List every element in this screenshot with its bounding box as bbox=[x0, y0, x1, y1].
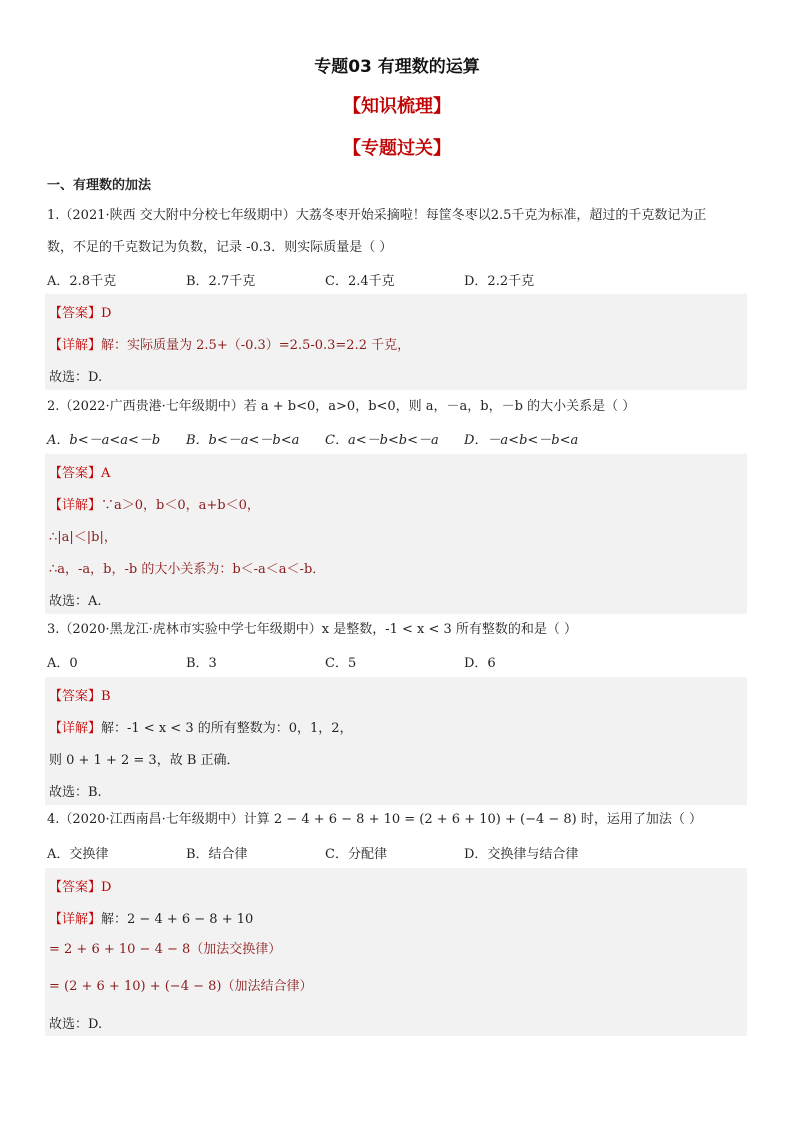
detail-text: ∵a＞0，b＜0，a+b＜0， bbox=[101, 498, 260, 513]
detail-line: 故选：D. bbox=[49, 1017, 103, 1032]
detail-tag: 【详解】 bbox=[49, 721, 102, 736]
detail-line: 故选：A. bbox=[49, 594, 102, 609]
detail-line: ∴|a|＜|b|， bbox=[49, 530, 117, 545]
answer-line bbox=[49, 462, 110, 481]
question-text-line: 数，不足的千克数记为负数，记录 -0.3．则实际质量是（ ） bbox=[47, 240, 393, 255]
options-1 bbox=[47, 270, 747, 294]
answer-line bbox=[49, 876, 111, 895]
section-heading: 一、有理数的加法 bbox=[47, 178, 152, 193]
option-c: C．5 bbox=[325, 656, 357, 671]
detail-tag: 【详解】 bbox=[49, 498, 102, 513]
answer-value: D bbox=[101, 306, 112, 321]
option-b: B．2.7千克 bbox=[186, 274, 256, 289]
answer-value: A bbox=[101, 466, 111, 481]
detail-text: 解：-1 < x < 3 的所有整数为：0，1，2， bbox=[101, 721, 353, 736]
question-text-line: 4.（2020·江西南昌·七年级期中）计算 2 − 4 + 6 − 8 + 10 = (2 + 6 + 10) + (−4 − 8) 时，运用了加法（ ） bbox=[47, 812, 702, 827]
detail-line: 则 0 + 1 + 2 = 3，故 B 正确． bbox=[49, 753, 240, 768]
answer-tag: 【答案】 bbox=[49, 880, 102, 895]
options-4 bbox=[47, 843, 747, 867]
answer-value: B bbox=[101, 689, 111, 704]
detail-tag: 【详解】 bbox=[49, 338, 102, 353]
option-d: D．6 bbox=[464, 656, 496, 671]
answer-block-3 bbox=[45, 677, 747, 805]
question-text-line: 2.（2022·广西贵港·七年级期中）若 a + b<0，a>0，b<0，则 a，－a，b，－b 的大小关系是（ ） bbox=[47, 399, 636, 414]
detail-line: 故选：B. bbox=[49, 785, 102, 800]
option-d: D．－a<b<－b<a bbox=[464, 433, 579, 448]
detail-line bbox=[49, 334, 410, 353]
options-2 bbox=[47, 429, 747, 453]
option-c: C．分配律 bbox=[325, 847, 387, 862]
question-2 bbox=[47, 391, 747, 423]
answer-block-2 bbox=[45, 454, 747, 614]
option-a: A．2.8千克 bbox=[47, 274, 117, 289]
option-a: A．0 bbox=[47, 656, 78, 671]
answer-line bbox=[49, 302, 111, 321]
detail-line bbox=[49, 717, 353, 736]
answer-line bbox=[49, 685, 111, 704]
question-text-line: 3.（2020·黑龙江·虎林市实验中学七年级期中）x 是整数，-1 < x < 3 所有整数的和是（ ） bbox=[47, 622, 578, 637]
option-c: C．a<－b<b<－a bbox=[325, 433, 439, 448]
answer-value: D bbox=[101, 880, 112, 895]
answer-block-1 bbox=[45, 294, 747, 390]
topic-heading: 【专题过关】 bbox=[343, 138, 451, 159]
option-a: A．b<－a<a<－b bbox=[47, 433, 161, 448]
detail-line: = (2 + 6 + 10) + (−4 − 8)（加法结合律） bbox=[49, 979, 313, 994]
option-d: D．2.2千克 bbox=[464, 274, 535, 289]
question-text-line: 1.（2021·陕西 交大附中分校七年级期中）大荔冬枣开始采摘啦！每筐冬枣以2.5千克为标准，超过的千克数记为正 bbox=[47, 208, 707, 223]
detail-line bbox=[49, 908, 253, 927]
question-1 bbox=[47, 200, 747, 264]
options-3 bbox=[47, 652, 747, 676]
option-c: C．2.4千克 bbox=[325, 274, 395, 289]
detail-line: 故选：D. bbox=[49, 370, 103, 385]
answer-tag: 【答案】 bbox=[49, 689, 102, 704]
knowledge-heading: 【知识梳理】 bbox=[343, 96, 451, 117]
option-d: D．交换律与结合律 bbox=[464, 847, 579, 862]
answer-tag: 【答案】 bbox=[49, 466, 102, 481]
detail-text: 解：实际质量为 2.5+（-0.3）=2.5-0.3=2.2 千克， bbox=[101, 338, 411, 353]
detail-line bbox=[49, 494, 260, 513]
detail-text: 解：2 − 4 + 6 − 8 + 10 bbox=[101, 912, 254, 927]
question-4 bbox=[47, 804, 747, 836]
answer-tag: 【答案】 bbox=[49, 306, 102, 321]
option-b: B．b<－a<－b<a bbox=[186, 433, 300, 448]
option-b: B．3 bbox=[186, 656, 217, 671]
question-3 bbox=[47, 614, 747, 646]
detail-line: = 2 + 6 + 10 − 4 − 8（加法交换律） bbox=[49, 942, 282, 957]
answer-block-4 bbox=[45, 868, 747, 1036]
detail-line: ∴a，-a，b，-b 的大小关系为：b＜-a＜a＜-b． bbox=[49, 562, 326, 577]
detail-tag: 【详解】 bbox=[49, 912, 102, 927]
option-a: A．交换律 bbox=[47, 847, 109, 862]
option-b: B．结合律 bbox=[186, 847, 248, 862]
page-title: 专题03 有理数的运算 bbox=[314, 57, 480, 77]
